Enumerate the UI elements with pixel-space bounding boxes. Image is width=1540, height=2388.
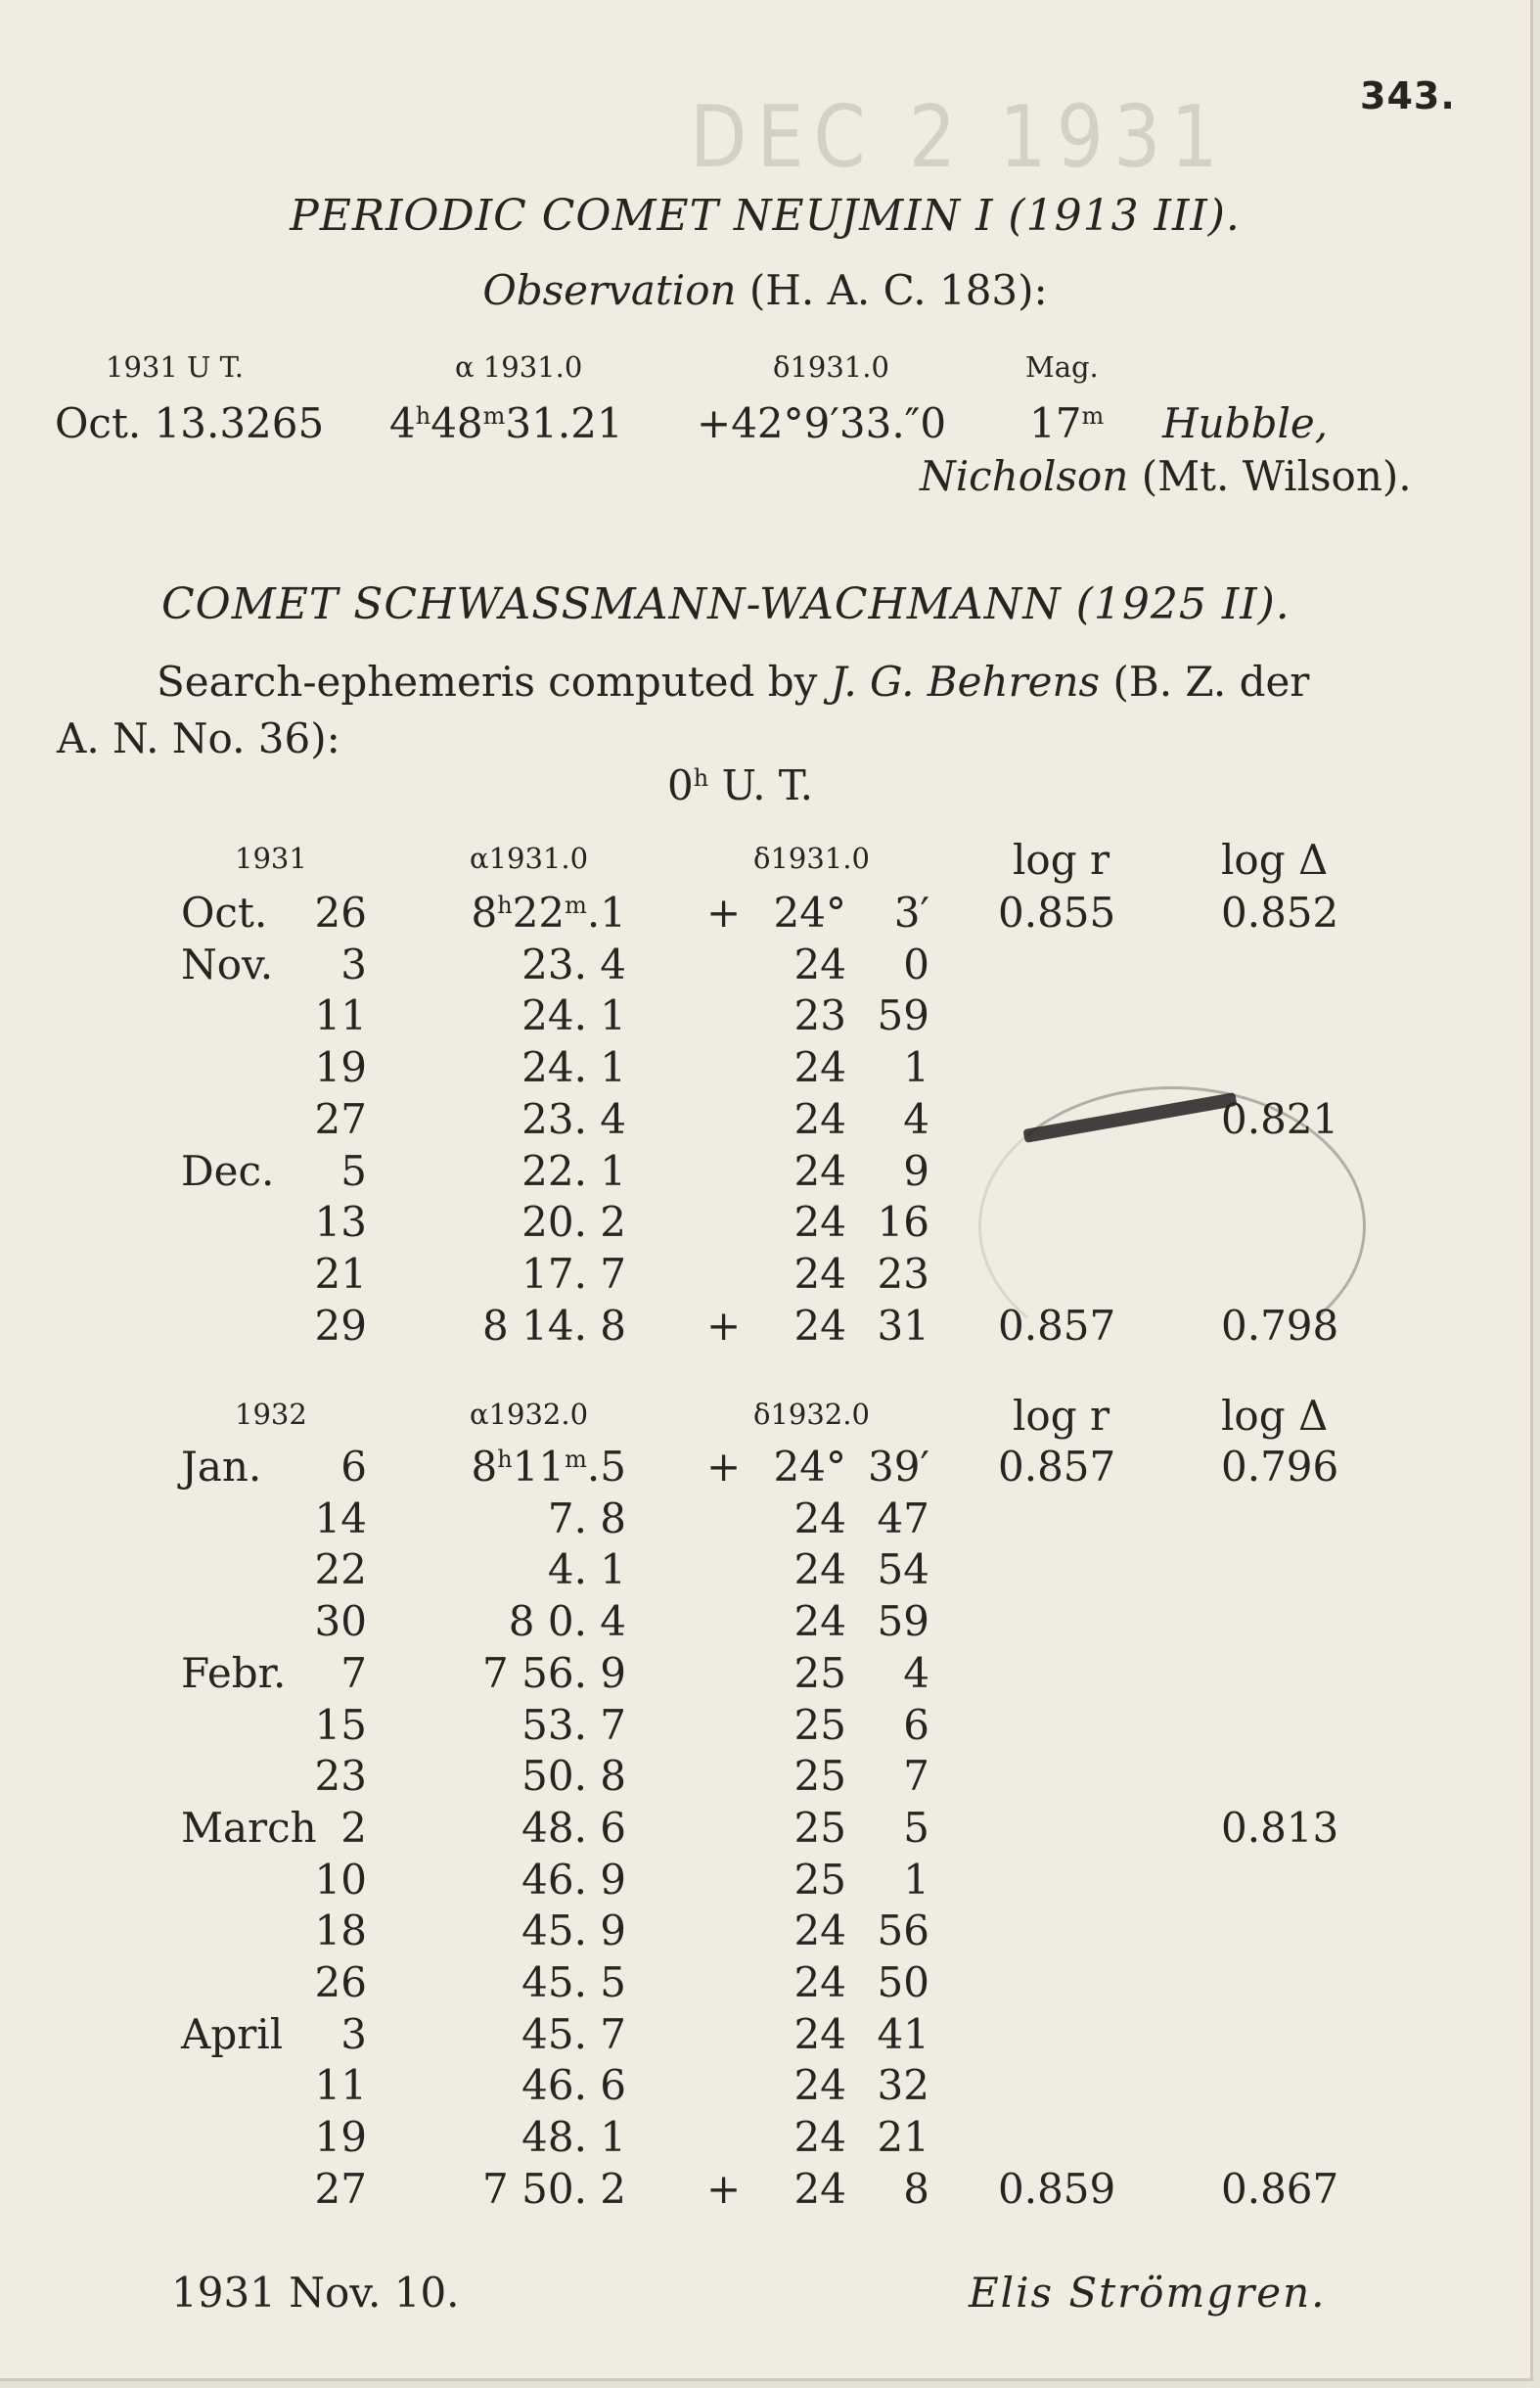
cell-dec-deg: 24 <box>793 2113 846 2162</box>
cell-day: 19 <box>314 2113 367 2162</box>
cell-dec-deg: 24 <box>793 1493 846 1542</box>
table-row <box>0 1804 1530 1855</box>
cell-dec-min: 32 <box>877 2061 929 2110</box>
intro-line2: A. N. No. 36): <box>57 714 340 762</box>
cell-day: 23 <box>314 1752 367 1801</box>
cell-dec-deg: 24° <box>773 889 846 937</box>
obs-observers-line2: Nicholson (Mt. Wilson). <box>920 452 1412 500</box>
cell-day: 27 <box>314 1094 367 1143</box>
obs-date: Oct. 13.3265 <box>55 399 325 447</box>
table-row <box>0 2061 1530 2112</box>
cell-dec-sign: + <box>706 2164 742 2213</box>
cell-ra: 45. 7 <box>521 2009 626 2058</box>
cell-dec-deg: 24 <box>793 1094 846 1143</box>
cell-month: Nov. <box>181 940 274 988</box>
cell-logd: 0.852 <box>1221 889 1339 937</box>
cell-dec-deg: 23 <box>793 991 846 1040</box>
cell-ra: 48. 6 <box>521 1803 626 1852</box>
cell-ra: 7 56. 9 <box>482 1648 626 1697</box>
cell-day: 26 <box>314 1958 367 2006</box>
cell-logr: 0.857 <box>998 1301 1116 1350</box>
cell-ra: 8$^h$22$^m$.1 <box>471 889 626 937</box>
cell-dec-deg: 24 <box>793 1545 846 1594</box>
cell-day: 13 <box>314 1198 367 1247</box>
date-stamp: DEC 2 1931 <box>690 86 1228 187</box>
cell-dec-min: 16 <box>877 1198 929 1247</box>
t1932-header-year: 1932 <box>235 1398 307 1431</box>
cell-day: 5 <box>340 1146 367 1195</box>
cell-dec-min: 31 <box>877 1301 929 1350</box>
cell-dec-min: 4 <box>903 1648 929 1697</box>
cell-dec-sign: + <box>706 889 742 937</box>
cell-ra: 20. 2 <box>521 1198 626 1247</box>
t1932-header-dec: δ1932.0 <box>753 1398 870 1431</box>
observation-heading <box>0 266 1530 314</box>
table-row <box>0 1494 1530 1545</box>
cell-ra: 8 0. 4 <box>508 1597 626 1646</box>
cell-dec-deg: 24 <box>793 2061 846 2110</box>
cell-ra: 46. 9 <box>521 1855 626 1904</box>
cell-dec-min: 59 <box>877 1597 929 1646</box>
cell-dec-min: 50 <box>877 1958 929 2006</box>
cell-dec-deg: 24 <box>793 1198 846 1247</box>
cell-dec-min: 3′ <box>893 889 929 937</box>
cell-ra: 45. 9 <box>521 1906 626 1955</box>
cell-ra: 23. 4 <box>521 1094 626 1143</box>
cell-dec-min: 5 <box>903 1803 929 1852</box>
cell-ra: 53. 7 <box>521 1700 626 1749</box>
cell-month: Dec. <box>181 1146 275 1195</box>
table-row <box>0 1198 1530 1249</box>
table-row <box>0 1095 1530 1146</box>
cell-dec-min: 41 <box>877 2009 929 2058</box>
table-row <box>0 1958 1530 2009</box>
cell-day: 15 <box>314 1700 367 1749</box>
cell-day: 26 <box>314 889 367 937</box>
cell-ra: 46. 6 <box>521 2061 626 2110</box>
table-row <box>0 1597 1530 1648</box>
cell-month: Oct. <box>181 889 268 937</box>
section2-title: COMET SCHWASSMANN-WACHMANN (1925 II). <box>161 579 1291 629</box>
cell-day: 2 <box>340 1803 367 1852</box>
table-row <box>0 1752 1530 1803</box>
cell-ra: 50. 8 <box>521 1752 626 1801</box>
cell-dec-min: 7 <box>903 1752 929 1801</box>
obs-header-ra: α 1931.0 <box>455 350 583 384</box>
cell-dec-min: 56 <box>877 1906 929 1955</box>
section1-title: PERIODIC COMET NEUJMIN I (1913 III). <box>290 191 1241 241</box>
cell-dec-deg: 24 <box>793 1146 846 1195</box>
t1931-header-year: 1931 <box>235 842 307 875</box>
table-row <box>0 1443 1530 1493</box>
cell-day: 3 <box>340 2009 367 2058</box>
cell-dec-deg: 24 <box>793 2009 846 2058</box>
observation-source: (H. A. C. 183): <box>748 266 1048 314</box>
table-row <box>0 1906 1530 1957</box>
cell-dec-sign: + <box>706 1443 742 1491</box>
table-row <box>0 1302 1530 1353</box>
obs-observers: Hubble, <box>1162 399 1329 447</box>
cell-day: 10 <box>314 1855 367 1904</box>
cell-dec-deg: 24 <box>793 1906 846 1955</box>
cell-logd: 0.821 <box>1221 1094 1339 1143</box>
observation-label: Observation <box>482 266 737 314</box>
cell-logr: 0.857 <box>998 1443 1116 1491</box>
cell-logr: 0.855 <box>998 889 1116 937</box>
time-label: 0$^h$ U. T. <box>667 761 813 809</box>
cell-day: 27 <box>314 2164 367 2213</box>
table-row <box>0 1147 1530 1198</box>
obs-ra: 4$^h$48$^m$31.21 <box>389 399 623 447</box>
cell-dec-deg: 25 <box>793 1648 846 1697</box>
table-row <box>0 1545 1530 1596</box>
t1931-header-logd: log Δ <box>1221 836 1329 884</box>
cell-day: 11 <box>314 2061 367 2110</box>
cell-dec-min: 54 <box>877 1545 929 1594</box>
signature: Elis Strömgren. <box>969 2269 1327 2317</box>
cell-logd: 0.796 <box>1221 1443 1339 1491</box>
cell-dec-min: 47 <box>877 1493 929 1542</box>
cell-ra: 48. 1 <box>521 2113 626 2162</box>
cell-day: 29 <box>314 1301 367 1350</box>
cell-ra: 8$^h$11$^m$.5 <box>471 1443 626 1491</box>
cell-dec-deg: 25 <box>793 1855 846 1904</box>
cell-ra: 22. 1 <box>521 1146 626 1195</box>
table-row <box>0 1701 1530 1752</box>
t1931-header-ra: α1931.0 <box>470 842 589 875</box>
cell-month: Jan. <box>181 1443 262 1491</box>
obs-header-dec: δ1931.0 <box>773 350 889 384</box>
obs-header-mag: Mag. <box>1025 350 1099 384</box>
cell-logd: 0.813 <box>1221 1803 1339 1852</box>
cell-dec-deg: 24 <box>793 940 846 988</box>
page-number: 343. <box>1360 74 1456 117</box>
cell-day: 18 <box>314 1906 367 1955</box>
obs-header-date: 1931 U T. <box>106 350 244 384</box>
obs-mag: 17$^m$ <box>1029 399 1105 447</box>
cell-day: 3 <box>340 940 367 988</box>
cell-dec-sign: + <box>706 1301 742 1350</box>
cell-day: 6 <box>340 1443 367 1491</box>
cell-dec-deg: 24 <box>793 1249 846 1298</box>
cell-dec-min: 23 <box>877 1249 929 1298</box>
cell-ra: 4. 1 <box>547 1545 626 1594</box>
cell-dec-deg: 24 <box>793 2164 846 2213</box>
cell-ra: 7 50. 2 <box>482 2164 626 2213</box>
cell-month: Febr. <box>181 1648 287 1697</box>
cell-day: 7 <box>340 1648 367 1697</box>
cell-logd: 0.867 <box>1221 2164 1339 2213</box>
cell-dec-deg: 25 <box>793 1752 846 1801</box>
cell-ra: 7. 8 <box>547 1493 626 1542</box>
table-row <box>0 1250 1530 1301</box>
t1931-header-logr: log r <box>1013 836 1110 884</box>
footer-date: 1931 Nov. 10. <box>171 2269 460 2317</box>
cell-day: 21 <box>314 1249 367 1298</box>
cell-dec-deg: 24° <box>773 1443 846 1491</box>
obs-dec: +42°9′33.″0 <box>697 399 947 447</box>
cell-ra: 24. 1 <box>521 991 626 1040</box>
cell-day: 14 <box>314 1493 367 1542</box>
cell-dec-deg: 25 <box>793 1803 846 1852</box>
cell-logr: 0.859 <box>998 2164 1116 2213</box>
cell-day: 11 <box>314 991 367 1040</box>
cell-dec-min: 8 <box>903 2164 929 2213</box>
cell-day: 30 <box>314 1597 367 1646</box>
cell-month: March <box>181 1803 317 1852</box>
table-row <box>0 2165 1530 2216</box>
cell-dec-min: 4 <box>903 1094 929 1143</box>
t1932-header-logd: log Δ <box>1221 1392 1329 1440</box>
cell-dec-min: 6 <box>903 1700 929 1749</box>
cell-ra: 23. 4 <box>521 940 626 988</box>
t1932-header-ra: α1932.0 <box>470 1398 589 1431</box>
cell-dec-deg: 25 <box>793 1700 846 1749</box>
cell-dec-deg: 24 <box>793 1301 846 1350</box>
table-row <box>0 941 1530 991</box>
cell-ra: 8 14. 8 <box>482 1301 626 1350</box>
cell-dec-min: 39′ <box>868 1443 929 1491</box>
intro-line1: Search-ephemeris computed by J. G. Behrens (B. Z. der <box>157 658 1310 706</box>
cell-ra: 24. 1 <box>521 1043 626 1092</box>
cell-ra: 17. 7 <box>521 1249 626 1298</box>
cell-day: 19 <box>314 1043 367 1092</box>
cell-dec-min: 1 <box>903 1043 929 1092</box>
cell-dec-deg: 24 <box>793 1958 846 2006</box>
table-row <box>0 2113 1530 2164</box>
cell-dec-deg: 24 <box>793 1597 846 1646</box>
cell-dec-min: 1 <box>903 1855 929 1904</box>
cell-dec-min: 0 <box>903 940 929 988</box>
table-row <box>0 1649 1530 1700</box>
t1931-header-dec: δ1931.0 <box>753 842 870 875</box>
table-row <box>0 1043 1530 1094</box>
cell-dec-min: 59 <box>877 991 929 1040</box>
table-row <box>0 991 1530 1042</box>
cell-dec-min: 9 <box>903 1146 929 1195</box>
cell-dec-deg: 24 <box>793 1043 846 1092</box>
cell-day: 22 <box>314 1545 367 1594</box>
cell-logd: 0.798 <box>1221 1301 1339 1350</box>
table-row <box>0 1856 1530 1906</box>
table-row <box>0 889 1530 940</box>
cell-dec-min: 21 <box>877 2113 929 2162</box>
cell-month: April <box>181 2009 284 2058</box>
t1932-header-logr: log r <box>1013 1392 1110 1440</box>
cell-ra: 45. 5 <box>521 1958 626 2006</box>
table-row <box>0 2010 1530 2061</box>
